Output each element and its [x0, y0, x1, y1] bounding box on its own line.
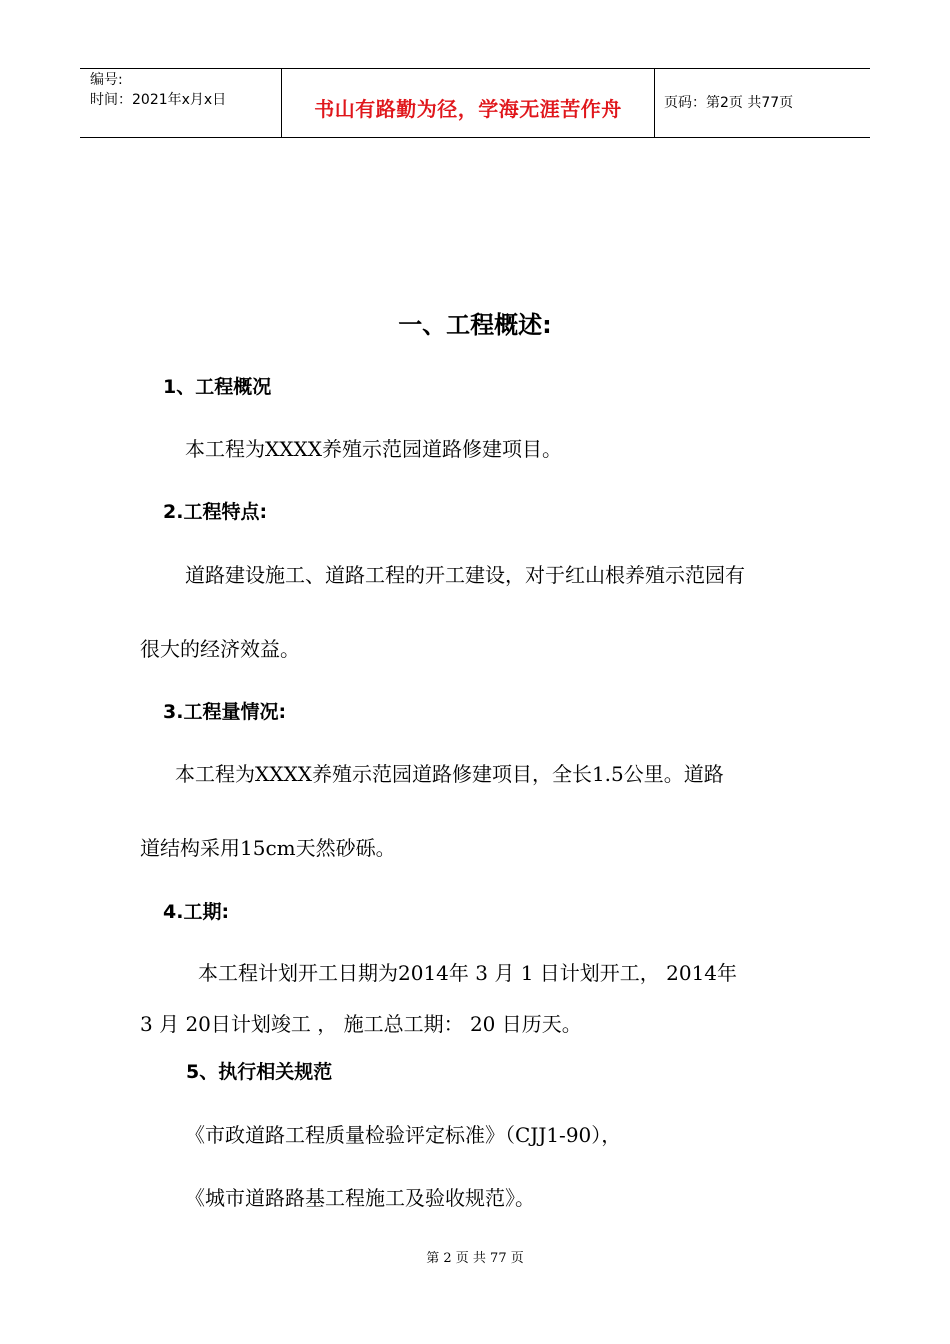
header-motto-cell	[281, 69, 655, 137]
heading-overview: 1、工程概况	[163, 376, 272, 398]
paragraph-schedule-line1: 本工程计划开工日期为2014年 3 月 1 日计划开工， 2014年	[198, 961, 738, 985]
standard-reference-1: 《市政道路工程质量检验评定标准》（CJJ1-90），	[185, 1123, 622, 1147]
header-motto: 书山有路勤为径，学海无涯苦作舟	[314, 97, 622, 121]
document-time-label: 时间：2021年x月x日	[90, 92, 227, 108]
paragraph-quantity-line1: 本工程为XXXX养殖示范园道路修建项目，全长1.5公里。道路	[175, 762, 724, 786]
standard-reference-2: 《城市道路路基工程施工及验收规范》。	[185, 1186, 535, 1210]
document-number-label: 编号:	[90, 72, 123, 88]
heading-standards: 5、执行相关规范	[186, 1061, 333, 1083]
heading-features: 2.工程特点:	[163, 501, 268, 523]
paragraph-features-line2: 很大的经济效益。	[140, 637, 300, 661]
heading-schedule: 4.工期:	[163, 901, 230, 923]
header-page-info: 页码：第2页 共77页	[664, 95, 794, 111]
paragraph-schedule-line2: 3 月 20日计划竣工 ， 施工总工期： 20 日历天。	[140, 1012, 582, 1036]
page-footer: 第 2 页 共 77 页	[426, 1251, 524, 1266]
header-meta-cell	[80, 69, 281, 137]
paragraph-quantity-line2: 道结构采用15cm天然砂砾。	[140, 836, 396, 860]
paragraph-features-line1: 道路建设施工、道路工程的开工建设，对于红山根养殖示范园有	[185, 563, 745, 587]
section-title: 一、工程概述:	[398, 311, 552, 339]
paragraph-overview: 本工程为XXXX养殖示范园道路修建项目。	[185, 437, 562, 461]
heading-quantity: 3.工程量情况:	[163, 701, 287, 723]
page-header	[80, 68, 870, 138]
header-page-cell	[654, 69, 870, 137]
